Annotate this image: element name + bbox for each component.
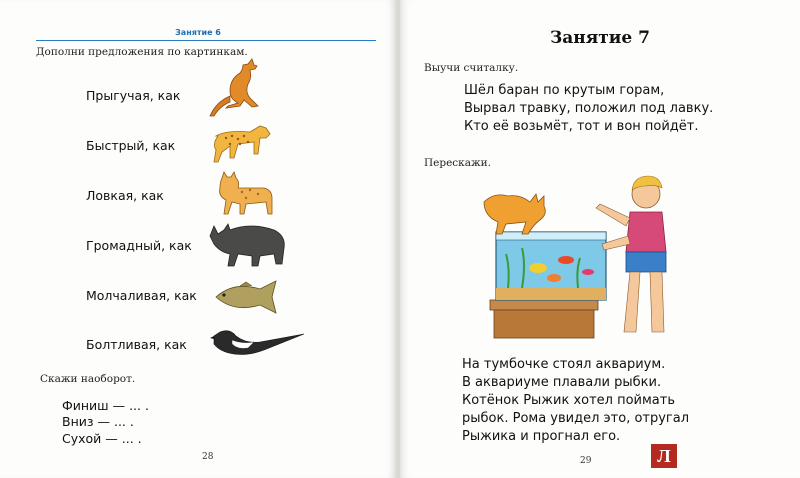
complete-sentences-instruction: Дополни предложения по картинкам. — [36, 46, 248, 58]
kangaroo-icon — [208, 58, 270, 120]
comparison-row-3: Ловкая, как — [86, 188, 164, 203]
cheetah-icon — [212, 122, 280, 164]
comparison-row-4: Громадный, как — [86, 238, 192, 253]
comparison-row-5: Молчаливая, как — [86, 288, 197, 303]
page-number-left: 28 — [202, 452, 214, 462]
rhyme-line-1: Шёл баран по крутым горам, — [464, 83, 665, 98]
left-page — [0, 0, 396, 478]
say-opposite-instruction: Скажи наоборот. — [40, 373, 136, 385]
rhinoceros-icon — [206, 218, 292, 268]
story-line-1: На тумбочке стоял аквариум. — [462, 357, 666, 372]
opposite-item-3: Сухой — ... . — [62, 431, 142, 446]
header-rule — [36, 40, 376, 41]
comparison-row-2: Быстрый, как — [86, 138, 176, 153]
opposite-item-1: Финиш — ... . — [62, 398, 149, 413]
rhyme-line-2: Вырвал травку, положил под лавку. — [464, 101, 714, 116]
lesson-7-title: Занятие 7 — [550, 28, 650, 48]
retell-instruction: Перескажи. — [424, 157, 492, 169]
boy-cat-aquarium-illustration — [478, 172, 678, 342]
opposite-item-2: Вниз — ... . — [62, 414, 134, 429]
story-line-4: рыбок. Рома увидел это, отругал — [462, 411, 690, 426]
comparison-row-1: Прыгучая, как — [86, 88, 181, 103]
rhyme-line-3: Кто её возьмёт, тот и вон пойдёт. — [464, 119, 699, 134]
story-line-3: Котёнок Рыжик хотел поймать — [462, 393, 676, 408]
lynx-icon — [212, 170, 278, 216]
publisher-logo: Л — [651, 444, 677, 468]
story-line-2: В аквариуме плавали рыбки. — [462, 375, 662, 390]
story-line-5: Рыжика и прогнал его. — [462, 429, 621, 444]
fish-icon — [212, 280, 284, 314]
magpie-icon — [210, 322, 306, 358]
page-number-right: 29 — [580, 456, 592, 466]
lesson-6-header: Занятие 6 — [175, 28, 221, 37]
comparison-row-6: Болтливая, как — [86, 337, 187, 352]
learn-rhyme-instruction: Выучи считалку. — [424, 62, 519, 74]
